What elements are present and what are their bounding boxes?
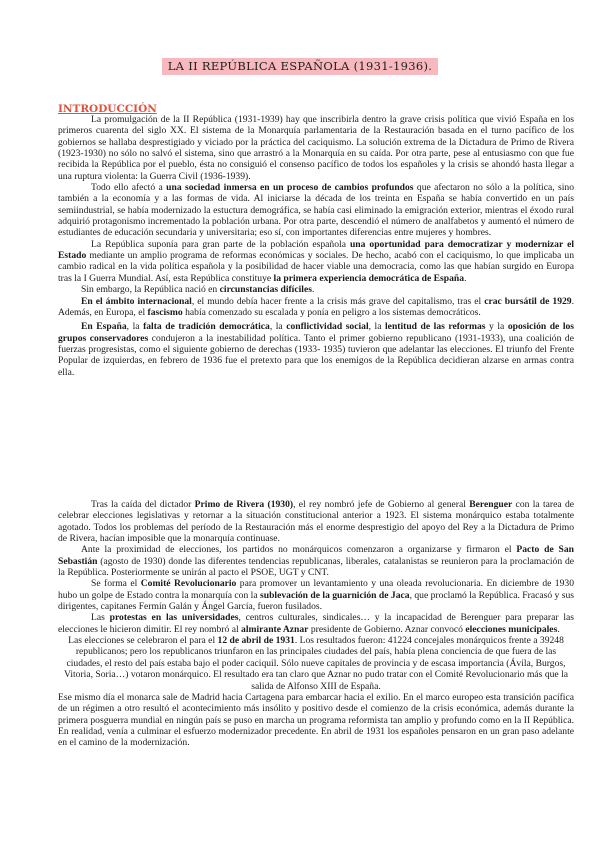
paragraph: La República suponía para gran parte de la población española una oportunidad para democratizar y modernizar el Estado mediante un amplio programa de reformas económicas y sociales. De hecho, acabó con el caciquismo, lo que implicaba un cambio radical en la vida política española y la posibilidad de hacer viable una democracia, como las que habían surgido en Europa tras la I Guerra Mundial. Así, esta República constituye la primera experiencia democrática de España. [58,238,574,284]
proclamation-body [58,499,574,749]
paragraph: Las protestas en las universidades, centros culturales, sindicales… y la incapacidad de Berenguer para preparar las elecciones le hicieron dimitir. El rey nombró al almirante Aznar presidente de Gobierno. Aznar convocó elecciones municipales. [58,612,574,635]
paragraph: Sin embargo, la República nació en circunstancias difíciles. [81,284,315,296]
introduction-body [58,114,574,378]
paragraph: En España, la falta de tradición democrática, la conflictividad social, la lentitud de las reformas y la oposición de los grupos conservadores condujeron a la inestabilidad política. Tanto el primer gobierno republicano (1931-1933), una coalición de fuerzas progresistas, como el siguiente gobierno de derechas (1933- 1935) tuvieron que adelantar las elecciones. El triunfo del Frente Popular de izquierdas, en febrero de 1936 fue el pretexto para que los enemigos de la República decidieran alzarse en armas contra ella. [58,321,575,378]
paragraph: Ese mismo día el monarca sale de Madrid hacia Cartagena para embarcar hacia el exilio. En el marco europeo esta transición pacífica de un régimen a otro resultó el acontecimiento más insólito y positivo desde el comienzo de la crisis económica, además durante la primera posguerra mundial en ningún país se puso en marcha un programa reformista tan amplio y profundo como en la II República. En realidad, venía a culminar el esfuerzo modernizador precedente. En abril de 1931 los españoles pensaron en un gran paso adelante en el camino de la modernización. [58,691,574,749]
paragraph: Ante la proximidad de elecciones, los partidos no monárquicos comenzaron a organizarse y firmaron el Pacto de San Sebastián (agosto de 1930) donde las diferentes tendencias republicanas, liberales, catalanistas se reunieron para la proclamación de la República. Posteriormente se unirán al pacto el PSOE, UGT y CNT. [58,544,575,579]
paragraph: La promulgación de la II República (1931-1939) hay que inscribirla dentro la grave crisis política que vivió España en los primeros cuarenta del siglo XX. El sistema de la Monarquía parlamentaria de la Restauración basada en el turno pacífico de los gobiernos se hallaba desprestigiado y viciado por la práctica del caciquismo. La solución extrema de la Dictadura de Primo de Rivera (1923-1930) no sólo no salvó el sistema, sino que arrastró a la Monarquía en su caída. Por otra parte, pese al entusiasmo con que fue recibida la República por el pueblo, ésta no consiguió el consenso pacífico de todos los españoles y la crisis se ahondó hasta llegar a una ruptura violenta: la Guerra Civil (1936-1939). [58,114,574,182]
document-title: LA II REPÚBLICA ESPAÑOLA (1931-1936). [162,58,439,75]
section-heading-introduccion: INTRODUCCIÓN [58,103,157,115]
paragraph: Se forma el Comité Revolucionario para promover un levantamiento y una oleada revolucionaria. En diciembre de 1930 hubo un golpe de Estado contra la monarquía con la sublevación de la guarnición de Jaca, que proclamó la República. Fracasó y sus dirigentes, capitanes Fermín Galán y Ángel García, fueron fusilados. [58,578,574,613]
centered-paragraph: Las elecciones se celebraron el para el 12 de abril de 1931. Los resultados fueron: 41224 concejales monárquicos frente a 39248 republicanos; pero los republicanos triunfaron en las principales ciudades del país, había plena conciencia de que fuera de las ciudades, el resto del país estaba bajo el poder caciquil. Sólo nueve capitales de provincia y de escasa importancia (Ávila, Burgos, Vitoria, Soria…) votaron monárquico. El resultado era tan claro que Aznar no pudo tratar con el Comité Revolucionario más que la salida de Alfonso XIII de España. [63,635,568,692]
paragraph: En el ámbito internacional, el mundo debía hacer frente a la crisis más grave del capitalismo, tras el crac bursátil de 1929. Además, en Europa, el fascismo había comenzado su escalada y ponía en peligro a los sistemas democráticos. [58,295,574,318]
paragraph: Todo ello afectó a una sociedad inmersa en un proceso de cambios profundos que afectaron no sólo a la política, sino también a la economía y a las formas de vida. Al iniciarse la década de los treinta en España se había convertido en un país semiindustrial, se había modernizado la estuctura demográfica, se había casi eliminado la emigración exterior, mientras el éxodo rural adquirió protagonismo incrementado la población urbana. Por otra parte, descendió el número de analfabetos y aumentó el número de estudiantes de educación secundaria y universitaria; eso sí, con importantes diferencias entre mujeres y hombres. [58,182,574,239]
title-row [0,57,600,75]
paragraph: Tras la caída del dictador Primo de Rivera (1930), el rey nombró jefe de Gobierno al general Berenguer con la tarea de celebrar elecciones legislativas y retornar a la situación constitucional anterior a 1923. El sistema monárquico estaba totalmente agotado. Todos los problemas del período de la Restauración más el enorme desprestigio del apoyo del Rey a la Dictadura de Primo de Rivera, hacían imposible que la monarquía continuase. [58,499,574,545]
